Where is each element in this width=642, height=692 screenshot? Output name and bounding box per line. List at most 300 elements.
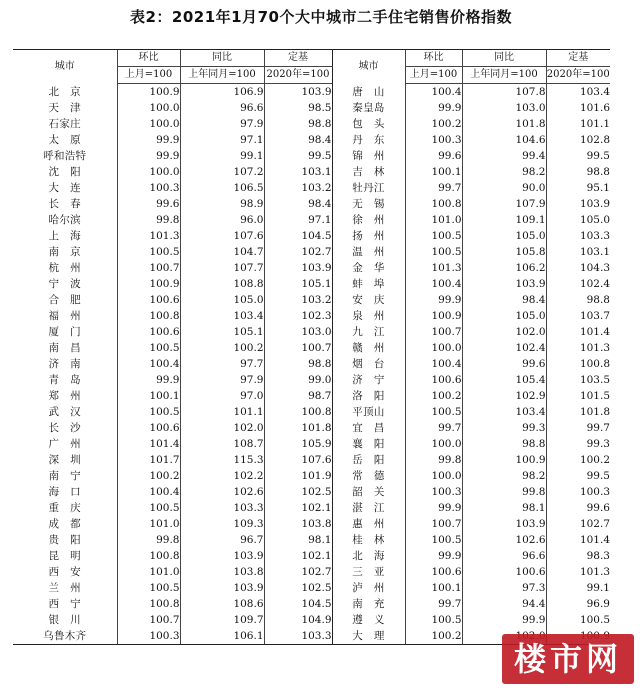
right-mom-cell: 99.8 <box>405 452 462 468</box>
table-row <box>13 180 610 196</box>
right-yoy-cell: 102.0 <box>462 324 546 340</box>
right-yoy-cell: 105.4 <box>462 372 546 388</box>
right-city-cell: 惠 州 <box>332 516 405 532</box>
left-city-cell: 兰 州 <box>48 582 81 594</box>
left-yoy-cell: 103.3 <box>180 500 264 516</box>
left-fixed-cell: 102.7 <box>264 244 332 260</box>
left-city-cell: 贵 阳 <box>48 534 81 546</box>
right-city-cell: 洛 阳 <box>332 388 405 404</box>
right-fixed-cell: 103.3 <box>546 228 610 244</box>
right-fixed-cell: 101.5 <box>546 388 610 404</box>
left-fixed-cell: 102.5 <box>264 580 332 596</box>
table-row <box>13 548 610 564</box>
right-yoy-cell: 98.2 <box>462 468 546 484</box>
left-yoy-cell: 96.7 <box>180 532 264 548</box>
right-mom-cell: 100.1 <box>405 580 462 596</box>
fixed-header-left: 定基 <box>264 50 332 67</box>
left-mom-cell: 101.0 <box>117 564 180 580</box>
mom-base-right: 上月=100 <box>405 67 462 84</box>
left-yoy-cell: 102.6 <box>180 484 264 500</box>
left-yoy-cell: 101.1 <box>180 404 264 420</box>
table-row <box>13 340 610 356</box>
right-fixed-cell: 99.3 <box>546 436 610 452</box>
right-yoy-cell: 99.9 <box>462 612 546 628</box>
right-yoy-cell: 106.2 <box>462 260 546 276</box>
right-yoy-cell: 109.1 <box>462 212 546 228</box>
right-yoy-cell: 103.9 <box>462 516 546 532</box>
left-city-cell: 天 津 <box>48 102 81 114</box>
left-fixed-cell: 99.0 <box>264 372 332 388</box>
left-city-cell: 乌鲁木齐 <box>13 628 117 645</box>
left-mom-cell: 100.9 <box>117 84 180 101</box>
left-mom-cell: 100.5 <box>117 340 180 356</box>
left-mom-cell: 100.3 <box>117 628 180 645</box>
right-mom-cell: 99.9 <box>405 548 462 564</box>
right-city-cell: 扬 州 <box>332 228 405 244</box>
right-city-cell: 常 德 <box>332 468 405 484</box>
left-fixed-cell: 100.8 <box>264 404 332 420</box>
left-fixed-cell: 103.2 <box>264 292 332 308</box>
right-mom-cell: 100.5 <box>405 532 462 548</box>
left-yoy-cell: 107.7 <box>180 260 264 276</box>
left-yoy-cell: 106.9 <box>180 84 264 101</box>
left-yoy-cell: 97.1 <box>180 132 264 148</box>
table-row <box>13 132 610 148</box>
left-city-cell: 昆 明 <box>48 550 81 562</box>
right-fixed-cell: 96.9 <box>546 596 610 612</box>
right-fixed-cell: 103.7 <box>546 308 610 324</box>
table-row <box>13 404 610 420</box>
table-row <box>13 276 610 292</box>
right-city-cell: 韶 关 <box>332 484 405 500</box>
right-fixed-cell: 98.8 <box>546 292 610 308</box>
right-mom-cell: 100.6 <box>405 564 462 580</box>
left-fixed-cell: 97.1 <box>264 212 332 228</box>
table-row <box>13 148 610 164</box>
right-fixed-cell: 99.6 <box>546 500 610 516</box>
fixed-base-right: 2020年=100 <box>546 67 610 84</box>
right-mom-cell: 100.7 <box>405 516 462 532</box>
left-fixed-cell: 98.4 <box>264 132 332 148</box>
left-yoy-cell: 96.0 <box>180 212 264 228</box>
left-city-cell: 西 宁 <box>48 598 81 610</box>
left-mom-cell: 100.2 <box>117 468 180 484</box>
left-fixed-cell: 104.5 <box>264 228 332 244</box>
left-mom-cell: 100.0 <box>117 116 180 132</box>
left-yoy-cell: 97.9 <box>180 372 264 388</box>
left-fixed-cell: 103.3 <box>264 628 332 645</box>
right-fixed-cell: 98.3 <box>546 548 610 564</box>
table-row <box>13 356 610 372</box>
yoy-base-left: 上年同月=100 <box>180 67 264 84</box>
table-row <box>13 564 610 580</box>
left-yoy-cell: 105.0 <box>180 292 264 308</box>
table-row <box>13 260 610 276</box>
left-mom-cell: 100.0 <box>117 100 180 116</box>
right-city-cell: 北 海 <box>332 548 405 564</box>
left-yoy-cell: 108.6 <box>180 596 264 612</box>
table-row <box>13 196 610 212</box>
right-yoy-cell: 98.8 <box>462 436 546 452</box>
left-city-cell: 呼和浩特 <box>43 150 87 162</box>
right-fixed-cell: 103.9 <box>546 196 610 212</box>
left-city-cell: 北 京 <box>48 85 81 98</box>
left-mom-cell: 100.6 <box>117 420 180 436</box>
left-fixed-cell: 98.7 <box>264 388 332 404</box>
left-fixed-cell: 101.8 <box>264 420 332 436</box>
left-city-cell: 济 南 <box>48 358 81 370</box>
right-city-cell: 遵 义 <box>332 612 405 628</box>
left-mom-cell: 100.0 <box>117 164 180 180</box>
table-row <box>13 516 610 532</box>
right-mom-cell: 100.1 <box>405 164 462 180</box>
left-city-cell: 厦 门 <box>48 326 81 338</box>
right-fixed-cell: 101.8 <box>546 404 610 420</box>
right-fixed-cell: 103.1 <box>546 244 610 260</box>
right-yoy-cell: 100.6 <box>462 564 546 580</box>
right-city-cell: 金 华 <box>332 260 405 276</box>
left-mom-cell: 100.5 <box>117 580 180 596</box>
left-mom-cell: 101.4 <box>117 436 180 452</box>
left-mom-cell: 99.8 <box>117 532 180 548</box>
left-mom-cell: 99.9 <box>117 148 180 164</box>
right-city-cell: 吉 林 <box>332 164 405 180</box>
right-yoy-cell: 105.0 <box>462 228 546 244</box>
right-mom-cell: 100.8 <box>405 196 462 212</box>
left-fixed-cell: 104.9 <box>264 612 332 628</box>
left-mom-cell: 99.8 <box>117 212 180 228</box>
right-yoy-cell: 99.6 <box>462 356 546 372</box>
right-city-cell: 宜 昌 <box>332 420 405 436</box>
left-mom-cell: 100.8 <box>117 596 180 612</box>
left-mom-cell: 100.6 <box>117 292 180 308</box>
left-fixed-cell: 103.9 <box>264 260 332 276</box>
table-row <box>13 228 610 244</box>
table-row <box>13 324 610 340</box>
right-city-cell: 九 江 <box>332 324 405 340</box>
left-city-cell: 哈尔滨 <box>48 214 81 226</box>
left-mom-cell: 100.5 <box>117 404 180 420</box>
left-yoy-cell: 106.1 <box>180 628 264 645</box>
table-row <box>13 116 610 132</box>
left-fixed-cell: 103.8 <box>264 516 332 532</box>
left-city-cell: 武 汉 <box>48 406 81 418</box>
right-fixed-cell: 101.3 <box>546 340 610 356</box>
yoy-header-right: 同比 <box>462 50 546 67</box>
mom-header-left: 环比 <box>117 50 180 67</box>
right-yoy-cell: 103.4 <box>462 404 546 420</box>
right-fixed-cell: 99.5 <box>546 468 610 484</box>
left-yoy-cell: 102.0 <box>180 420 264 436</box>
right-yoy-cell: 98.4 <box>462 292 546 308</box>
right-yoy-cell: 102.4 <box>462 340 546 356</box>
right-city-cell: 牡丹江 <box>332 180 405 196</box>
left-fixed-cell: 102.1 <box>264 500 332 516</box>
right-yoy-cell: 97.3 <box>462 580 546 596</box>
right-city-cell: 秦皇岛 <box>332 100 405 116</box>
left-city-cell: 福 州 <box>48 310 81 322</box>
right-city-cell: 桂 林 <box>332 532 405 548</box>
table-row <box>13 164 610 180</box>
left-mom-cell: 100.5 <box>117 500 180 516</box>
right-fixed-cell: 99.7 <box>546 420 610 436</box>
right-yoy-cell: 105.8 <box>462 244 546 260</box>
right-fixed-cell: 102.7 <box>546 516 610 532</box>
right-mom-cell: 100.9 <box>405 308 462 324</box>
right-mom-cell: 100.2 <box>405 388 462 404</box>
left-yoy-cell: 107.2 <box>180 164 264 180</box>
right-mom-cell: 100.5 <box>405 228 462 244</box>
left-city-cell: 南 宁 <box>48 470 81 482</box>
left-yoy-cell: 103.8 <box>180 564 264 580</box>
left-fixed-cell: 101.9 <box>264 468 332 484</box>
left-fixed-cell: 98.5 <box>264 100 332 116</box>
right-city-cell: 平顶山 <box>332 404 405 420</box>
left-fixed-cell: 98.8 <box>264 356 332 372</box>
right-mom-cell: 100.4 <box>405 84 462 101</box>
right-city-cell: 三 亚 <box>332 564 405 580</box>
mom-base-left: 上月=100 <box>117 67 180 84</box>
left-yoy-cell: 99.1 <box>180 148 264 164</box>
left-yoy-cell: 96.6 <box>180 100 264 116</box>
left-fixed-cell: 105.9 <box>264 436 332 452</box>
right-mom-cell: 100.4 <box>405 276 462 292</box>
left-yoy-cell: 103.9 <box>180 548 264 564</box>
right-fixed-cell: 101.4 <box>546 324 610 340</box>
left-city-cell: 南 昌 <box>48 342 81 354</box>
right-yoy-cell: 99.4 <box>462 148 546 164</box>
right-yoy-cell: 98.2 <box>462 164 546 180</box>
left-city-cell: 海 口 <box>48 486 81 498</box>
left-yoy-cell: 103.9 <box>180 580 264 596</box>
right-mom-cell: 99.7 <box>405 420 462 436</box>
right-mom-cell: 99.7 <box>405 596 462 612</box>
table-row <box>13 452 610 468</box>
left-yoy-cell: 109.3 <box>180 516 264 532</box>
right-city-cell: 蚌 埠 <box>332 276 405 292</box>
right-city-cell: 锦 州 <box>332 148 405 164</box>
left-yoy-cell: 104.7 <box>180 244 264 260</box>
right-yoy-cell: 96.6 <box>462 548 546 564</box>
right-yoy-cell: 102.9 <box>462 388 546 404</box>
left-city-cell: 沈 阳 <box>48 166 81 178</box>
watermark-logo: 楼市网 <box>502 634 634 684</box>
table-row <box>13 100 610 116</box>
right-city-cell: 泉 州 <box>332 308 405 324</box>
right-yoy-cell: 105.0 <box>462 308 546 324</box>
right-city-cell: 南 充 <box>332 596 405 612</box>
left-mom-cell: 100.8 <box>117 548 180 564</box>
left-yoy-cell: 106.5 <box>180 180 264 196</box>
right-mom-cell: 99.9 <box>405 100 462 116</box>
left-yoy-cell: 109.7 <box>180 612 264 628</box>
right-city-cell: 徐 州 <box>332 212 405 228</box>
left-fixed-cell: 98.1 <box>264 532 332 548</box>
right-yoy-cell: 103.0 <box>462 100 546 116</box>
table-row <box>13 468 610 484</box>
left-fixed-cell: 102.7 <box>264 564 332 580</box>
left-mom-cell: 100.1 <box>117 388 180 404</box>
left-city-cell: 银 川 <box>48 614 81 626</box>
left-fixed-cell: 104.5 <box>264 596 332 612</box>
left-fixed-cell: 102.5 <box>264 484 332 500</box>
right-mom-cell: 100.4 <box>405 356 462 372</box>
right-mom-cell: 99.9 <box>405 292 462 308</box>
right-mom-cell: 100.3 <box>405 484 462 500</box>
right-city-cell: 唐 山 <box>332 84 405 101</box>
table-row <box>13 372 610 388</box>
right-fixed-cell: 103.4 <box>546 84 610 101</box>
right-city-cell: 大 理 <box>332 628 405 645</box>
right-mom-cell: 100.5 <box>405 404 462 420</box>
right-city-cell: 泸 州 <box>332 580 405 596</box>
yoy-header-left: 同比 <box>180 50 264 67</box>
left-city-cell: 宁 波 <box>48 278 81 290</box>
right-fixed-cell: 95.1 <box>546 180 610 196</box>
left-city-cell: 广 州 <box>48 438 81 450</box>
right-mom-cell: 100.6 <box>405 372 462 388</box>
left-mom-cell: 101.3 <box>117 228 180 244</box>
mom-header-right: 环比 <box>405 50 462 67</box>
left-fixed-cell: 103.2 <box>264 180 332 196</box>
right-mom-cell: 100.3 <box>405 132 462 148</box>
left-fixed-cell: 98.4 <box>264 196 332 212</box>
table-row <box>13 420 610 436</box>
table-row <box>13 612 610 628</box>
left-city-cell: 西 安 <box>48 566 81 578</box>
left-mom-cell: 99.9 <box>117 132 180 148</box>
left-fixed-cell: 103.9 <box>264 84 332 101</box>
left-yoy-cell: 97.0 <box>180 388 264 404</box>
left-city-cell: 重 庆 <box>48 502 81 514</box>
right-city-cell: 温 州 <box>332 244 405 260</box>
right-yoy-cell: 100.9 <box>462 452 546 468</box>
right-fixed-cell: 103.5 <box>546 372 610 388</box>
right-fixed-cell: 100.3 <box>546 484 610 500</box>
left-mom-cell: 99.9 <box>117 372 180 388</box>
left-yoy-cell: 97.7 <box>180 356 264 372</box>
right-city-cell: 襄 阳 <box>332 436 405 452</box>
table-row <box>13 244 610 260</box>
table-row <box>13 212 610 228</box>
left-city-cell: 青 岛 <box>48 374 81 386</box>
right-yoy-cell: 107.9 <box>462 196 546 212</box>
right-fixed-cell: 105.0 <box>546 212 610 228</box>
left-mom-cell: 100.4 <box>117 484 180 500</box>
right-mom-cell: 100.0 <box>405 436 462 452</box>
left-fixed-cell: 107.6 <box>264 452 332 468</box>
left-mom-cell: 100.7 <box>117 260 180 276</box>
page-title: 表2：2021年1月70个大中城市二手住宅销售价格指数 <box>130 8 512 26</box>
table-row <box>13 484 610 500</box>
right-mom-cell: 99.7 <box>405 180 462 196</box>
right-fixed-cell: 101.6 <box>546 100 610 116</box>
left-yoy-cell: 108.7 <box>180 436 264 452</box>
left-city-cell: 大 连 <box>48 182 81 194</box>
left-fixed-cell: 103.1 <box>264 164 332 180</box>
right-mom-cell: 101.3 <box>405 260 462 276</box>
right-mom-cell: 99.9 <box>405 500 462 516</box>
right-fixed-cell: 104.3 <box>546 260 610 276</box>
right-fixed-cell: 100.8 <box>546 356 610 372</box>
right-mom-cell: 100.0 <box>405 468 462 484</box>
right-mom-cell: 99.6 <box>405 148 462 164</box>
right-fixed-cell: 99.5 <box>546 148 610 164</box>
right-mom-cell: 100.0 <box>405 340 462 356</box>
left-fixed-cell: 103.0 <box>264 324 332 340</box>
right-yoy-cell: 104.6 <box>462 132 546 148</box>
right-mom-cell: 100.5 <box>405 244 462 260</box>
left-yoy-cell: 102.2 <box>180 468 264 484</box>
right-mom-cell: 100.5 <box>405 612 462 628</box>
right-city-cell: 烟 台 <box>332 356 405 372</box>
table-row <box>13 308 610 324</box>
left-mom-cell: 100.8 <box>117 308 180 324</box>
left-yoy-cell: 115.3 <box>180 452 264 468</box>
city-header-left: 城市 <box>13 50 117 84</box>
right-fixed-cell: 99.1 <box>546 580 610 596</box>
left-city-cell: 深 圳 <box>48 454 81 466</box>
left-fixed-cell: 98.8 <box>264 116 332 132</box>
left-mom-cell: 101.7 <box>117 452 180 468</box>
right-yoy-cell: 94.4 <box>462 596 546 612</box>
table-row <box>13 292 610 308</box>
right-fixed-cell: 101.1 <box>546 116 610 132</box>
right-city-cell: 丹 东 <box>332 132 405 148</box>
table-row <box>13 596 610 612</box>
right-yoy-cell: 102.6 <box>462 532 546 548</box>
right-mom-cell: 100.7 <box>405 324 462 340</box>
left-city-cell: 长 春 <box>48 198 81 210</box>
left-city-cell: 长 沙 <box>48 422 81 434</box>
left-fixed-cell: 99.5 <box>264 148 332 164</box>
table-row <box>13 388 610 404</box>
right-yoy-cell: 103.9 <box>462 276 546 292</box>
left-city-cell: 成 都 <box>48 518 81 530</box>
right-city-cell: 湛 江 <box>332 500 405 516</box>
left-yoy-cell: 105.1 <box>180 324 264 340</box>
fixed-header-right: 定基 <box>546 50 610 67</box>
left-city-cell: 南 京 <box>48 246 81 258</box>
right-yoy-cell: 101.8 <box>462 116 546 132</box>
left-mom-cell: 100.7 <box>117 612 180 628</box>
right-city-cell: 无 锡 <box>332 196 405 212</box>
right-fixed-cell: 102.8 <box>546 132 610 148</box>
city-header-right: 城市 <box>332 50 405 84</box>
right-yoy-cell: 99.3 <box>462 420 546 436</box>
right-yoy-cell: 90.0 <box>462 180 546 196</box>
right-city-cell: 岳 阳 <box>332 452 405 468</box>
left-fixed-cell: 105.1 <box>264 276 332 292</box>
left-mom-cell: 101.0 <box>117 516 180 532</box>
yoy-base-right: 上年同月=100 <box>462 67 546 84</box>
left-fixed-cell: 102.1 <box>264 548 332 564</box>
left-yoy-cell: 108.8 <box>180 276 264 292</box>
left-yoy-cell: 98.9 <box>180 196 264 212</box>
table-row <box>13 580 610 596</box>
right-city-cell: 济 宁 <box>332 372 405 388</box>
table-row <box>13 84 610 101</box>
right-city-cell: 安 庆 <box>332 292 405 308</box>
left-mom-cell: 100.4 <box>117 356 180 372</box>
right-fixed-cell: 100.2 <box>546 452 610 468</box>
left-yoy-cell: 107.6 <box>180 228 264 244</box>
left-city-cell: 杭 州 <box>48 262 81 274</box>
table-row <box>13 532 610 548</box>
right-city-cell: 赣 州 <box>332 340 405 356</box>
right-city-cell: 包 头 <box>332 116 405 132</box>
right-fixed-cell: 101.3 <box>546 564 610 580</box>
